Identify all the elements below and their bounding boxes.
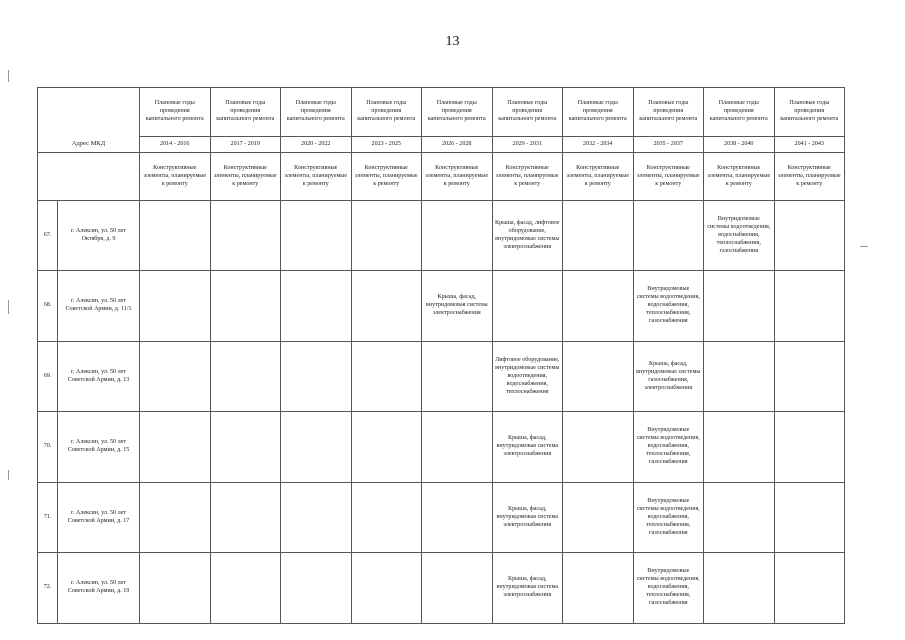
- period-year-cell: 2038 - 2040: [704, 136, 775, 153]
- row-cell: [281, 482, 352, 552]
- period-year-cell: 2014 - 2016: [140, 136, 211, 153]
- row-cell: [351, 341, 422, 411]
- row-cell: [563, 271, 634, 341]
- row-cell: [281, 553, 352, 624]
- row-cell: [210, 412, 281, 482]
- row-number: 70.: [38, 412, 58, 482]
- elements-header-cell: Конструктивные элементы, планируемые к ремонту: [140, 153, 211, 201]
- period-year-cell: 2023 - 2025: [351, 136, 422, 153]
- row-cell: [210, 200, 281, 270]
- elements-header-cell: Конструктивные элементы, планируемые к ремонту: [492, 153, 563, 201]
- row-cell: Внутридомовые системы водоотведения, водоснабжения, теплоснабжения, газоснабжения: [633, 412, 704, 482]
- period-header-cell: Плановые годы проведения капитального ремонта: [774, 88, 845, 137]
- row-cell: [140, 482, 211, 552]
- period-year-cell: 2032 - 2034: [563, 136, 634, 153]
- period-year-cell: 2035 - 2037: [633, 136, 704, 153]
- row-cell: [210, 341, 281, 411]
- row-cell: [351, 271, 422, 341]
- row-cell: [140, 412, 211, 482]
- table-row: [38, 482, 845, 552]
- row-number: 67.: [38, 200, 58, 270]
- table-row: [38, 341, 845, 411]
- elements-header-cell: Конструктивные элементы, планируемые к ремонту: [774, 153, 845, 201]
- row-cell: [281, 271, 352, 341]
- row-address: г. Алексин, ул. 50 лет Советской Армии, д. 19: [58, 553, 140, 624]
- row-cell: [210, 271, 281, 341]
- row-cell: [563, 553, 634, 624]
- period-year-cell: 2029 - 2031: [492, 136, 563, 153]
- row-cell: [704, 412, 775, 482]
- row-cell: [704, 341, 775, 411]
- scan-mark: [8, 470, 9, 480]
- row-address: г. Алексин, ул. 50 лет Советской Армии, д. 11/1: [58, 271, 140, 341]
- row-number: 71.: [38, 482, 58, 552]
- row-cell: Внутридомовые системы водоотведения, водоснабжения, теплоснабжения, газоснабжения: [633, 553, 704, 624]
- row-cell: [140, 341, 211, 411]
- row-address: г. Алексин, ул. 50 лет Октября, д. 9: [58, 200, 140, 270]
- scan-mark: [860, 246, 868, 247]
- row-cell: [774, 200, 845, 270]
- elements-header-cell: Конструктивные элементы, планируемые к ремонту: [210, 153, 281, 201]
- scan-mark: [8, 70, 9, 82]
- table-row: [38, 271, 845, 341]
- row-cell: [704, 553, 775, 624]
- row-cell: [140, 200, 211, 270]
- row-cell: [422, 553, 493, 624]
- row-number: 69.: [38, 341, 58, 411]
- row-cell: [140, 553, 211, 624]
- row-cell: [774, 482, 845, 552]
- address-header-spacer: [38, 153, 140, 201]
- header-row-periods: [38, 88, 845, 137]
- table-row: [38, 553, 845, 624]
- elements-header-cell: Конструктивные элементы, планируемые к ремонту: [633, 153, 704, 201]
- period-year-cell: 2041 - 2043: [774, 136, 845, 153]
- row-number: 68.: [38, 271, 58, 341]
- row-cell: Крыша, фасад, лифтовое оборудование, внутридомовые системы электроснабжения: [492, 200, 563, 270]
- period-header-cell: Плановые годы проведения капитального ремонта: [351, 88, 422, 137]
- row-cell: [563, 200, 634, 270]
- row-cell: Лифтовое оборудование, внутридомовые системы водоотведения, водоснабжения, теплоснабжения: [492, 341, 563, 411]
- row-cell: Крыша, фасад, внутридомовая система электроснабжения: [492, 412, 563, 482]
- row-cell: [492, 271, 563, 341]
- row-cell: [563, 482, 634, 552]
- table-row: [38, 412, 845, 482]
- row-cell: Внутридомовые системы водоотведения, водоснабжения, теплоснабжения, газоснабжения: [633, 482, 704, 552]
- row-cell: [351, 553, 422, 624]
- period-header-cell: Плановые годы проведения капитального ремонта: [140, 88, 211, 137]
- row-cell: Крыша, фасад, внутридомовые системы газоснабжения, электроснабжения: [633, 341, 704, 411]
- row-cell: [563, 341, 634, 411]
- row-cell: [704, 482, 775, 552]
- period-header-cell: Плановые годы проведения капитального ремонта: [210, 88, 281, 137]
- row-address: г. Алексин, ул. 50 лет Советской Армии, д. 17: [58, 482, 140, 552]
- elements-header-cell: Конструктивные элементы, планируемые к ремонту: [563, 153, 634, 201]
- row-cell: [210, 553, 281, 624]
- row-cell: [422, 200, 493, 270]
- row-cell: [281, 341, 352, 411]
- row-cell: [774, 412, 845, 482]
- row-cell: Крыша, фасад, внутридомовая система электроснабжения: [492, 482, 563, 552]
- header-row-elements: [38, 153, 845, 201]
- elements-header-cell: Конструктивные элементы, планируемые к ремонту: [351, 153, 422, 201]
- scan-mark: [8, 300, 9, 314]
- period-header-cell: Плановые годы проведения капитального ремонта: [422, 88, 493, 137]
- period-year-cell: 2026 - 2028: [422, 136, 493, 153]
- row-cell: [210, 482, 281, 552]
- table-row: [38, 200, 845, 270]
- row-cell: [351, 412, 422, 482]
- row-cell: [774, 271, 845, 341]
- period-header-cell: Плановые годы проведения капитального ремонта: [633, 88, 704, 137]
- row-cell: [281, 200, 352, 270]
- elements-header-cell: Конструктивные элементы, планируемые к ремонту: [422, 153, 493, 201]
- row-address: г. Алексин, ул. 50 лет Советской Армии, д. 13: [58, 341, 140, 411]
- row-cell: [704, 271, 775, 341]
- period-year-cell: 2017 - 2019: [210, 136, 281, 153]
- address-header: Адрес МКД: [38, 88, 140, 153]
- elements-header-cell: Конструктивные элементы, планируемые к ремонту: [704, 153, 775, 201]
- row-cell: Внутридомовые системы водоотведения, водоснабжения, теплоснабжения, газоснабжения: [633, 271, 704, 341]
- row-cell: Крыша, фасад, внутридомовая система электроснабжения: [492, 553, 563, 624]
- row-cell: [422, 412, 493, 482]
- row-cell: [633, 200, 704, 270]
- row-cell: [422, 482, 493, 552]
- period-header-cell: Плановые годы проведения капитального ремонта: [492, 88, 563, 137]
- elements-header-cell: Конструктивные элементы, планируемые к ремонту: [281, 153, 352, 201]
- row-number: 72.: [38, 553, 58, 624]
- period-header-cell: Плановые годы проведения капитального ремонта: [563, 88, 634, 137]
- row-cell: Крыша, фасад, внутридомовая система электроснабжения: [422, 271, 493, 341]
- row-cell: [563, 412, 634, 482]
- period-header-cell: Плановые годы проведения капитального ремонта: [281, 88, 352, 137]
- period-header-cell: Плановые годы проведения капитального ремонта: [704, 88, 775, 137]
- row-address: г. Алексин, ул. 50 лет Советской Армии, д. 15: [58, 412, 140, 482]
- repair-schedule-table: [37, 87, 845, 624]
- row-cell: [140, 271, 211, 341]
- row-cell: [351, 200, 422, 270]
- row-cell: [422, 341, 493, 411]
- header-row-years: [38, 136, 845, 153]
- row-cell: [351, 482, 422, 552]
- period-year-cell: 2020 - 2022: [281, 136, 352, 153]
- row-cell: Внутридомовые системы водоотведения, водоснабжения, теплоснабжения, газоснабжения: [704, 200, 775, 270]
- page-number: 13: [445, 34, 460, 49]
- row-cell: [774, 553, 845, 624]
- row-cell: [774, 341, 845, 411]
- row-cell: [281, 412, 352, 482]
